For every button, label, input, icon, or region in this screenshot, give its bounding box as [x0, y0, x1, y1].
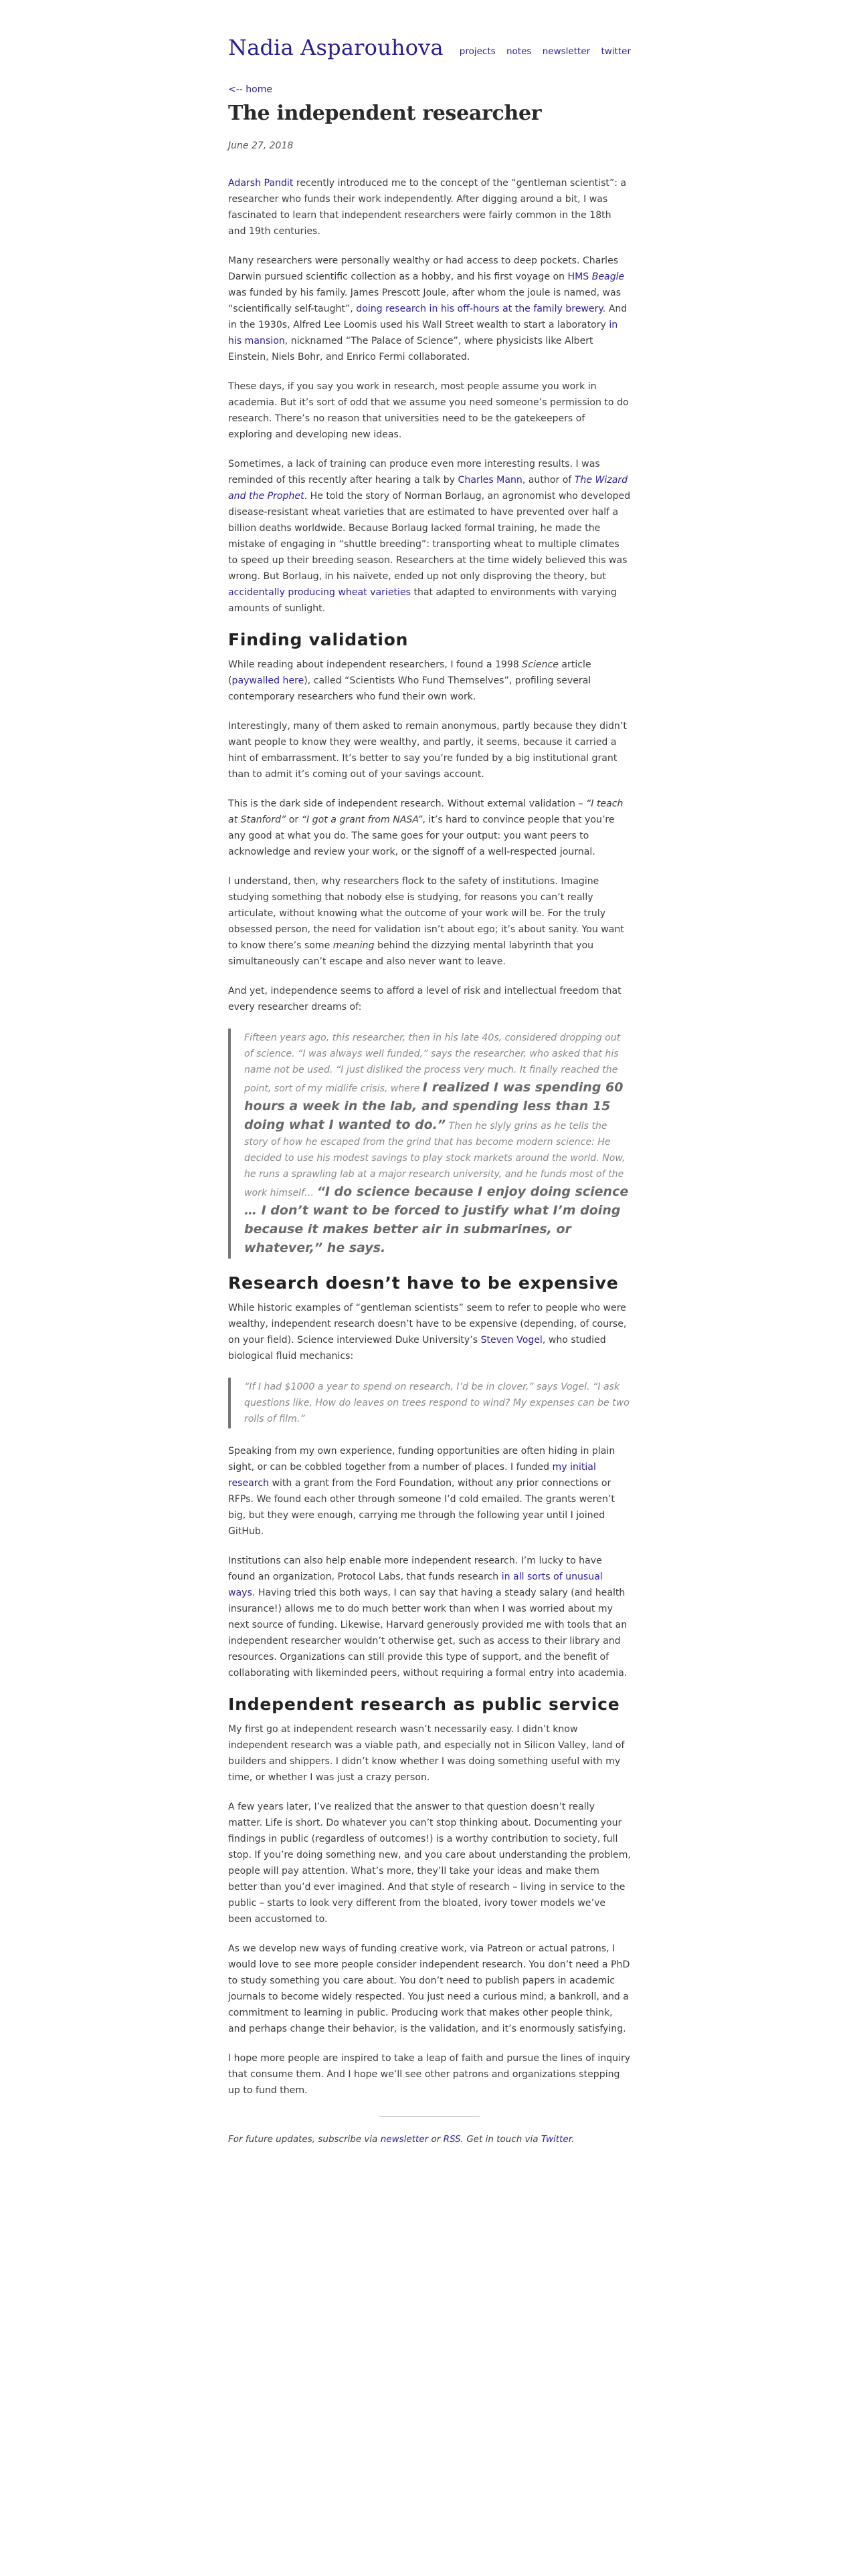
- link-hms-beagle[interactable]: [568, 272, 625, 282]
- section-heading: Independent research as public service: [228, 1695, 620, 1714]
- text: was funded by his family. James Prescott Joule, after whom the joule is named, was “scientifically self-taught”,: [228, 288, 622, 314]
- text: , author of: [522, 475, 575, 486]
- footer-note: [228, 2131, 631, 2147]
- text: “I teach at Stanford”: [228, 798, 624, 825]
- blockquote: [228, 1029, 631, 1259]
- paragraph: [228, 1300, 631, 1364]
- post-title: The independent researcher: [228, 102, 542, 125]
- text: Sometimes, a lack of training can produce even more interesting results. I was reminded of this recently after hearing a talk by: [228, 459, 600, 486]
- text: behind the dizzying mental labyrinth that you simultaneously can’t escape and also never want to leave.: [228, 940, 594, 967]
- text: HMS: [567, 272, 592, 282]
- section-heading: Finding validation: [228, 630, 409, 649]
- text: or: [286, 815, 302, 825]
- link-footer-twitter[interactable]: Twitter: [541, 2134, 571, 2145]
- paragraph: As we develop new ways of funding creative work, via Patreon or actual patrons, I would love to see more people consider independent research. You don’t need a PhD to study something you care about. You don’t need to publish papers in academic journals to become widely respected. You just need a curious mind, a bankroll, and a commitment to learning in public. Producing work that makes other people think, and perhaps change their behavior, is the validation, and it’s enormously satisfying.: [228, 1943, 630, 2034]
- text: Speaking from my own experience, funding opportunities are often hiding in plain sight, or can be cobbled together from a number of places. I funded: [228, 1446, 615, 1473]
- paragraph: [228, 1443, 631, 1539]
- text: Many researchers were personally wealthy or had access to deep pockets. Charles Darwin pursued scientific collection as a hobby, and his first voyage on: [228, 255, 619, 282]
- site-title-link[interactable]: Nadia Asparouhova: [228, 35, 444, 60]
- link-adarsh-pandit[interactable]: Adarsh Pandit: [228, 178, 294, 189]
- link-paywalled[interactable]: paywalled here: [231, 675, 304, 686]
- text: The Wizard and the Prophet: [228, 475, 628, 502]
- text: , nicknamed “The Palace of Science”, where physicists like Albert Einstein, Niels Bohr, and Enrico Fermi collaborated.: [228, 336, 593, 362]
- text: recently introduced me to the concept of the “gentleman scientist”: a researcher who funds their work independently. After digging around a bit, I was fascinated to learn that independent researchers were fairly common in the 18th and 19th centuries.: [228, 178, 627, 237]
- text: . And in the 1930s, Alfred Lee Loomis used his Wall Street wealth to start a laboratory: [228, 304, 628, 330]
- link-initial-research[interactable]: my initial research: [228, 1462, 596, 1489]
- paragraph: [228, 1553, 631, 1681]
- text: This is the dark side of independent research. Without external validation –: [228, 798, 586, 809]
- link-footer-newsletter[interactable]: newsletter: [380, 2134, 429, 2145]
- text: Beagle: [591, 272, 625, 282]
- link-wheat-varieties[interactable]: accidentally producing wheat varieties: [228, 587, 411, 598]
- divider: [379, 2116, 480, 2117]
- text: meaning: [332, 940, 375, 951]
- text: . Having tried this both ways, I can say that having a steady salary (and health insurance!) allows me to do much better work than when I was worried about my next source of funding. Likewise, Harvard generously provided me with tools that an independent researcher wouldn’t otherwise get, such as access to their library and resources. Organizations can still provide this type of support, and the benefit of collaborating with likeminded peers, without requiring a formal entry into academia.: [228, 1588, 628, 1679]
- text: Then he slyly grins as he tells the story of how he escaped from the grind that has become modern science: He decided to use his modest savings to play stock markets around the world. Now, he runs a sprawling lab at a major research university, and he funds most of the work himself…: [244, 1121, 626, 1198]
- text: ), called “Scientists Who Fund Themselves”, profiling several contemporary researchers who fund their own work.: [228, 675, 591, 702]
- paragraph: [228, 175, 631, 239]
- link-mansion[interactable]: in his mansion: [228, 320, 618, 346]
- text: .: [571, 2134, 575, 2145]
- text: “I do science because I enjoy doing science … I don’t want to be forced to justify what I’m doing because it makes better air in submarines, or whatever,” he says.: [244, 1184, 629, 1255]
- nav-newsletter[interactable]: newsletter: [542, 46, 591, 57]
- quote-text: “If I had $1000 a year to spend on research, I’d be in clover,” says Vogel. “I ask questions like, How do leaves on trees respond to wind? My expenses can be two rolls of film.”: [244, 1382, 630, 1424]
- text: with a grant from the Ford Foundation, without any prior connections or RFPs. We found each other through someone I’d cold emailed. The grants weren’t big, but they were enough, carrying me through the following year until I joined GitHub.: [228, 1478, 615, 1537]
- text: Institutions can also help enable more independent research. I’m lucky to have found an organization, Protocol Labs, that funds research: [228, 1555, 602, 1582]
- paragraph: [228, 873, 631, 970]
- text: , it’s hard to convince people that you’re any good at what you do. The same goes for your output: you want peers to acknowledge and review your work, or the signoff of a well-respected journal.: [228, 815, 615, 857]
- text: article (: [228, 659, 591, 686]
- text: . He told the story of Norman Borlaug, an agronomist who developed disease-resistant wheat varieties that are estimated to have prevented over half a billion deaths worldwide. Because Borlaug lacked formal training, he made the mistake of engaging in “shuttle breeding”: transporting wheat to multiple climates to speed up their breeding season. Researchers at the time widely believed this was wrong. But Borlaug, in his naïvete, ended up not only disproving the theory, but: [228, 491, 631, 582]
- paragraph: I hope more people are inspired to take a leap of faith and pursue the lines of inquiry that consume them. And I hope we’ll see other patrons and organizations stepping up to fund them.: [228, 2053, 631, 2096]
- paragraph: [228, 456, 631, 617]
- nav-twitter[interactable]: twitter: [601, 46, 631, 57]
- link-family-brewery[interactable]: doing research in his off-hours at the family brewery: [356, 304, 603, 314]
- text: that adapted to environments with varying amounts of sunlight.: [228, 587, 617, 614]
- text: While reading about independent researchers, I found a 1998: [228, 659, 522, 670]
- post-body: [228, 175, 631, 2161]
- masthead: [228, 35, 631, 67]
- text: While historic examples of “gentleman scientists” seem to refer to people who were wealthy, independent research doesn’t have to be expensive (depending, of course, on your field). Science interviewed Duke University’s: [228, 1303, 627, 1346]
- text: I realized I was spending 60 hours a week in the lab, and spending less than 15 doing what I wanted to do.”: [244, 1080, 624, 1132]
- paragraph: A few years later, I’ve realized that the answer to that question doesn’t really matter. Life is short. Do whatever you can’t stop thinking about. Documenting your findings in public (regardless of outcomes!) is a worthy contribution to society, full stop. If you’re doing something new, and you care about understanding the problem, people will pay attention. What’s more, they’ll take your ideas and make them better than you’d ever imagined. And that style of research – living in service to the public – starts to look very different from the bloated, ivory tower models we’ve been accustomed to.: [228, 1802, 631, 1925]
- link-footer-rss[interactable]: RSS: [443, 2134, 461, 2145]
- paragraph: My first go at independent research wasn’t necessarily easy. I didn’t know independent research was a viable path, and especially not in Silicon Valley, land of builders and shippers. I didn’t know whether I was doing something useful with my time, or whether I was just a crazy person.: [228, 1724, 625, 1783]
- link-steven-vogel[interactable]: Steven Vogel: [480, 1335, 543, 1346]
- paragraph: [228, 253, 631, 365]
- paragraph: And yet, independence seems to afford a level of risk and intellectual freedom that every researcher dreams of:: [228, 986, 622, 1012]
- paragraph: Interestingly, many of them asked to remain anonymous, partly because they didn’t want people to know they were wealthy, and partly, it seems, because it carried a hint of embarrassment. It’s better to say you’re funded by a big institutional grant than to admit it’s coming out of your savings account.: [228, 721, 627, 780]
- text: For future updates, subscribe via: [228, 2134, 381, 2145]
- nav-projects[interactable]: projects: [459, 46, 496, 57]
- nav-notes[interactable]: notes: [506, 46, 532, 57]
- text: Fifteen years ago, this researcher, then in his late 40s, considered dropping out of science. “I was always well funded,” says the researcher, who asked that his name not be used. “I just disliked the process very much. It finally reached the point, sort of my midlife crisis, where: [244, 1033, 621, 1094]
- text: or: [428, 2134, 444, 2145]
- text: . Get in touch via: [460, 2134, 541, 2145]
- blockquote: [228, 1378, 631, 1428]
- back-home-link[interactable]: <-- home: [228, 84, 272, 95]
- link-charles-mann[interactable]: Charles Mann: [458, 475, 522, 486]
- post-date: June 27, 2018: [228, 140, 294, 151]
- text: “I got a grant from NASA”: [301, 815, 423, 825]
- section-heading: Research doesn’t have to be expensive: [228, 1273, 619, 1293]
- text: Science: [522, 659, 559, 670]
- quote-text: [244, 1030, 631, 1257]
- paragraph: [228, 657, 631, 705]
- text: I understand, then, why researchers flock to the safety of institutions. Imagine studying something that nobody else is studying, for reasons you can’t really articulate, without knowing what the outcome of your work will be. For the truly obsessed person, the need for validation isn’t about ego; it’s about sanity. You want to know there’s some: [228, 876, 624, 951]
- paragraph: [228, 796, 631, 860]
- paragraph: These days, if you say you work in research, most people assume you work in academia. But it’s sort of odd that we assume you need someone’s permission to do research. There’s no reason that universities need to be the gatekeepers of exploring and developing new ideas.: [228, 381, 629, 440]
- text: , who studied biological fluid mechanics:: [228, 1335, 606, 1362]
- top-nav: [452, 46, 631, 57]
- link-unusual-ways[interactable]: in all sorts of unusual ways: [228, 1572, 603, 1598]
